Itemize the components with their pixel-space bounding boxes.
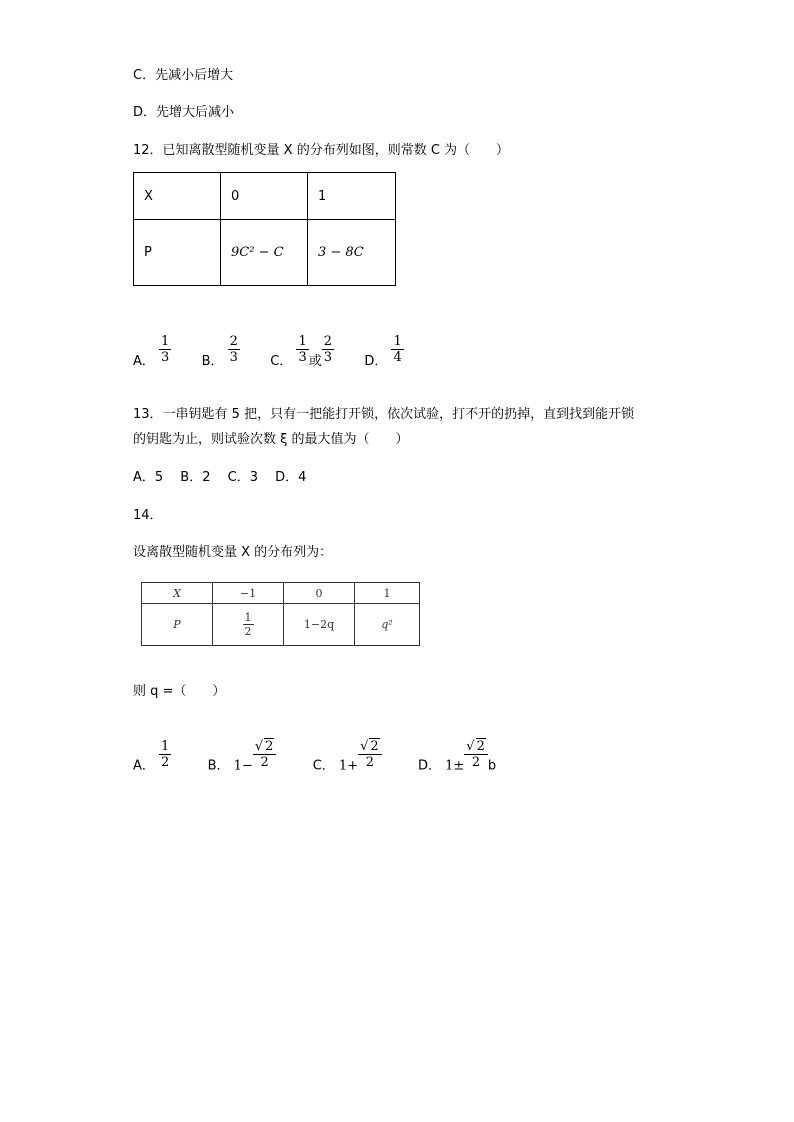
q14-row-p: P: [142, 604, 213, 646]
q14-option-c-value: $\frac{√ 2}{2}$: [358, 738, 382, 770]
q12-option-d-value: $\frac{1}{4}$: [393, 334, 402, 365]
q14-header-0: 0: [284, 583, 355, 604]
q14-p-0: 1−2q: [284, 604, 355, 646]
q12-option-d-label: D．: [364, 354, 388, 369]
q14-header-neg1: −1: [213, 583, 284, 604]
q11-option-c: C．先减小后增大: [133, 68, 234, 83]
q14-distribution-table: [141, 582, 420, 646]
q14-p-neg1: $\frac{1}{2}$: [213, 604, 284, 646]
q12-options: [133, 334, 404, 369]
q12-option-b-value: $\frac{2}{3}$: [229, 334, 238, 365]
q14-option-b-value: $\frac{√ 2}{2}$: [253, 738, 277, 770]
q14-option-b-label: B．: [207, 758, 230, 774]
q14-option-d-suffix: b: [487, 758, 497, 774]
q14-option-d-value: $\frac{√ 2}{2}$: [464, 738, 488, 770]
q12-option-c-value1: $\frac{1}{3}$: [298, 334, 307, 365]
q12-option-a-label: A．: [133, 354, 155, 369]
q11-option-d: D．先增大后减小: [133, 105, 235, 120]
q14-option-d-label: D．: [417, 758, 441, 774]
q12-option-a-value: $\frac{1}{3}$: [161, 334, 170, 365]
q12-option-c-or: 或: [308, 354, 322, 369]
q12-distribution-table: [133, 172, 396, 286]
q12-row-p: P: [134, 220, 221, 286]
q14-option-a-label: A．: [133, 758, 155, 774]
q14-intro: 设离散型随机变量 X 的分布列为：: [133, 545, 333, 560]
q13-options: A．5 B．2 C．3 D．4: [133, 470, 307, 485]
q14-p-1: q²: [355, 604, 420, 646]
q12-option-c-value2: $\frac{2}{3}$: [323, 334, 333, 365]
q14-options: [133, 738, 496, 774]
q12-p0: 9C² − C: [221, 220, 308, 286]
q13-stem-line1: 13．一串钥匙有 5 把，只有一把能打开锁，依次试验，打不开的扔掉，直到找到能开锁: [133, 407, 635, 422]
q12-stem: 12．已知离散型随机变量 X 的分布列如图，则常数 C 为（ ）: [133, 143, 510, 158]
q14-option-a-value: $\frac{1}{2}$: [161, 738, 170, 770]
q14-header-x: X: [142, 583, 213, 604]
q12-header-0: 0: [221, 173, 308, 220]
q12-option-b-label: B．: [201, 354, 224, 369]
q14-option-c-prefix: 1+: [338, 758, 359, 774]
q14-header-1: 1: [355, 583, 420, 604]
q14-option-d-prefix: 1±: [445, 758, 465, 774]
q12-header-1: 1: [308, 173, 396, 220]
q14-option-b-prefix: 1−: [233, 758, 253, 774]
q12-p1: 3 − 8C: [308, 220, 396, 286]
q12-header-x: X: [134, 173, 221, 220]
q13-stem-line2: 的钥匙为止，则试验次数 ξ 的最大值为（ ）: [133, 432, 409, 447]
q14-question: 则 q =（ ）: [133, 684, 226, 699]
q12-option-c-label: C．: [270, 354, 293, 369]
q14-option-c-label: C．: [312, 758, 335, 774]
q14-number: 14．: [133, 508, 163, 523]
